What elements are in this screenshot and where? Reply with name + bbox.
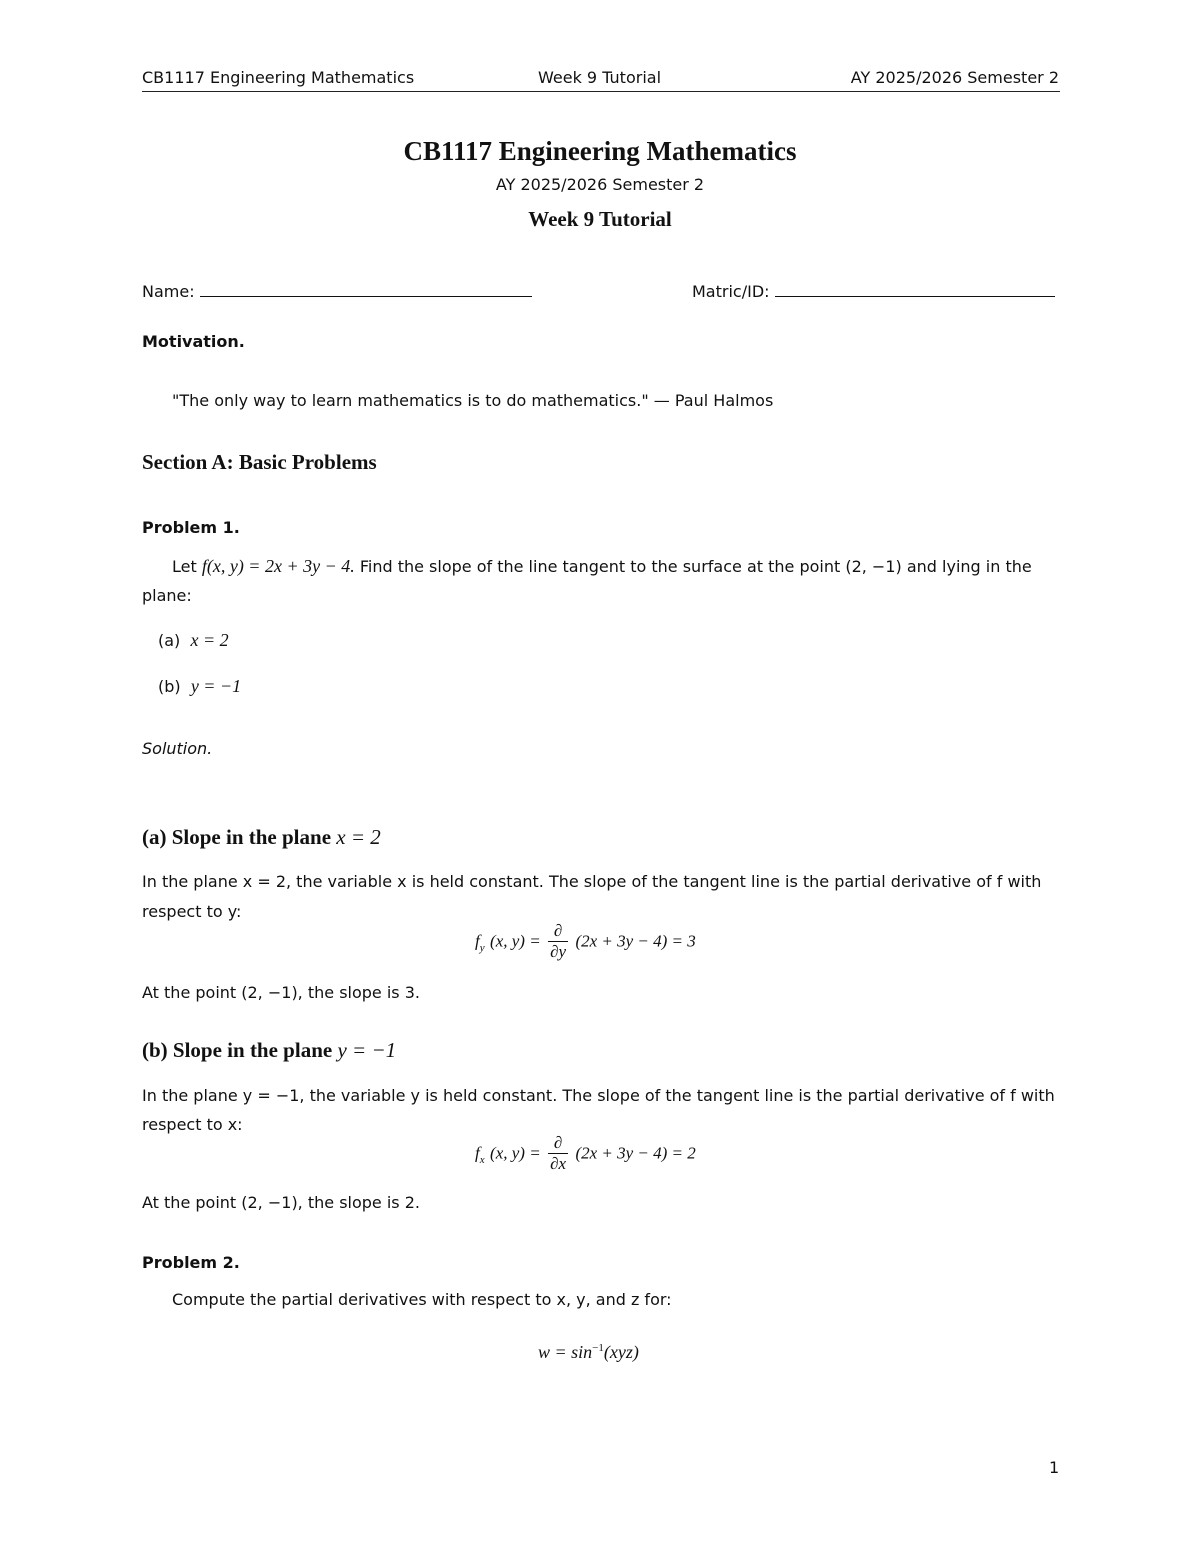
- header-right: AY 2025/2026 Semester 2: [850, 68, 1059, 87]
- eq-a-subscript: y: [479, 941, 485, 954]
- header-rule: [142, 91, 1060, 92]
- eq-b-rhs: (2x + 3y − 4) = 2: [575, 1143, 696, 1163]
- problem-1-intro-line2: plane:: [142, 586, 192, 605]
- eq-b-subscript: x: [479, 1153, 485, 1166]
- solution-a-heading: [142, 825, 381, 850]
- name-blank-line: [200, 280, 532, 297]
- matric-field: [692, 280, 1055, 301]
- problem-1-intro: [172, 556, 1060, 577]
- problem-1-part-a: [158, 630, 229, 651]
- eq-b-function: f: [475, 1143, 480, 1163]
- eq-b-denominator: ∂x: [550, 1154, 567, 1173]
- problem-2-eq-sup: −1: [592, 1342, 604, 1354]
- eq-a-numerator: ∂: [548, 921, 568, 942]
- eq-b-fraction: [548, 1133, 568, 1174]
- motivation-quote: "The only way to learn mathematics is to do mathematics." — Paul Halmos: [172, 391, 774, 410]
- document-term: AY 2025/2026 Semester 2: [495, 175, 705, 194]
- problem-2-eq-rhs: (xyz): [603, 1342, 639, 1362]
- eq-a-function: f: [475, 931, 480, 951]
- name-field: [142, 280, 532, 301]
- section-a-title: Section A: Basic Problems: [142, 450, 377, 474]
- solution-a-line-2: respect to y:: [142, 902, 242, 921]
- eq-a-rhs: (2x + 3y − 4) = 3: [575, 931, 696, 951]
- matric-label: Matric/ID:: [692, 282, 770, 301]
- solution-a-heading-math: x = 2: [336, 825, 381, 849]
- solution-b-equation: [475, 1133, 696, 1174]
- problem-1-label: Problem 1.: [142, 518, 240, 537]
- solution-b-line-2: respect to x:: [142, 1115, 243, 1134]
- document-week: Week 9 Tutorial: [528, 207, 672, 231]
- problem-1-part-b: [158, 676, 241, 697]
- eq-a-denominator: ∂y: [550, 942, 567, 961]
- matric-blank-line: [775, 280, 1055, 297]
- motivation-label: Motivation.: [142, 332, 245, 351]
- problem-1-let: Let: [172, 557, 197, 576]
- part-a-label: (a): [158, 631, 181, 650]
- problem-2-eq-lhs: w = sin: [538, 1342, 593, 1362]
- header-left: CB1117 Engineering Mathematics: [142, 68, 415, 87]
- solution-a-line-1: In the plane x = 2, the variable x is held constant. The slope of the tangent line is the partial derivative of f with: [142, 872, 1042, 891]
- eq-b-numerator: ∂: [548, 1133, 568, 1154]
- eq-a-fraction: [548, 921, 568, 962]
- name-label: Name:: [142, 282, 195, 301]
- problem-1-question: Find the slope of the line tangent to the surface at the point (2, −1) and lying in the: [359, 557, 1032, 576]
- problem-2-label: Problem 2.: [142, 1253, 240, 1272]
- eq-a-lhs: (x, y) =: [490, 931, 541, 951]
- solution-a-heading-text: (a) Slope in the plane: [142, 825, 332, 849]
- part-b-label: (b): [158, 677, 181, 696]
- problem-2-intro: Compute the partial derivatives with respect to x, y, and z for:: [172, 1290, 672, 1309]
- solution-b-conclusion: At the point (2, −1), the slope is 2.: [142, 1193, 420, 1212]
- header-center: Week 9 Tutorial: [538, 68, 662, 87]
- solution-b-line-1: In the plane y = −1, the variable y is held constant. The slope of the tangent line is the partial derivative of f with: [142, 1086, 1055, 1105]
- document-title: CB1117 Engineering Mathematics: [403, 136, 797, 166]
- solution-label: Solution.: [142, 739, 213, 758]
- part-a-expression: x = 2: [190, 630, 229, 650]
- problem-2-equation: [538, 1342, 639, 1363]
- page-number: 1: [1049, 1458, 1060, 1477]
- solution-b-heading-math: y = −1: [337, 1038, 397, 1062]
- part-b-expression: y = −1: [190, 676, 242, 696]
- solution-b-heading-text: (b) Slope in the plane: [142, 1038, 333, 1062]
- solution-b-heading: [142, 1038, 396, 1063]
- problem-1-function: f(x, y) = 2x + 3y − 4.: [201, 556, 355, 576]
- solution-a-conclusion: At the point (2, −1), the slope is 3.: [142, 983, 420, 1002]
- eq-b-lhs: (x, y) =: [490, 1143, 541, 1163]
- solution-a-equation: [475, 921, 696, 962]
